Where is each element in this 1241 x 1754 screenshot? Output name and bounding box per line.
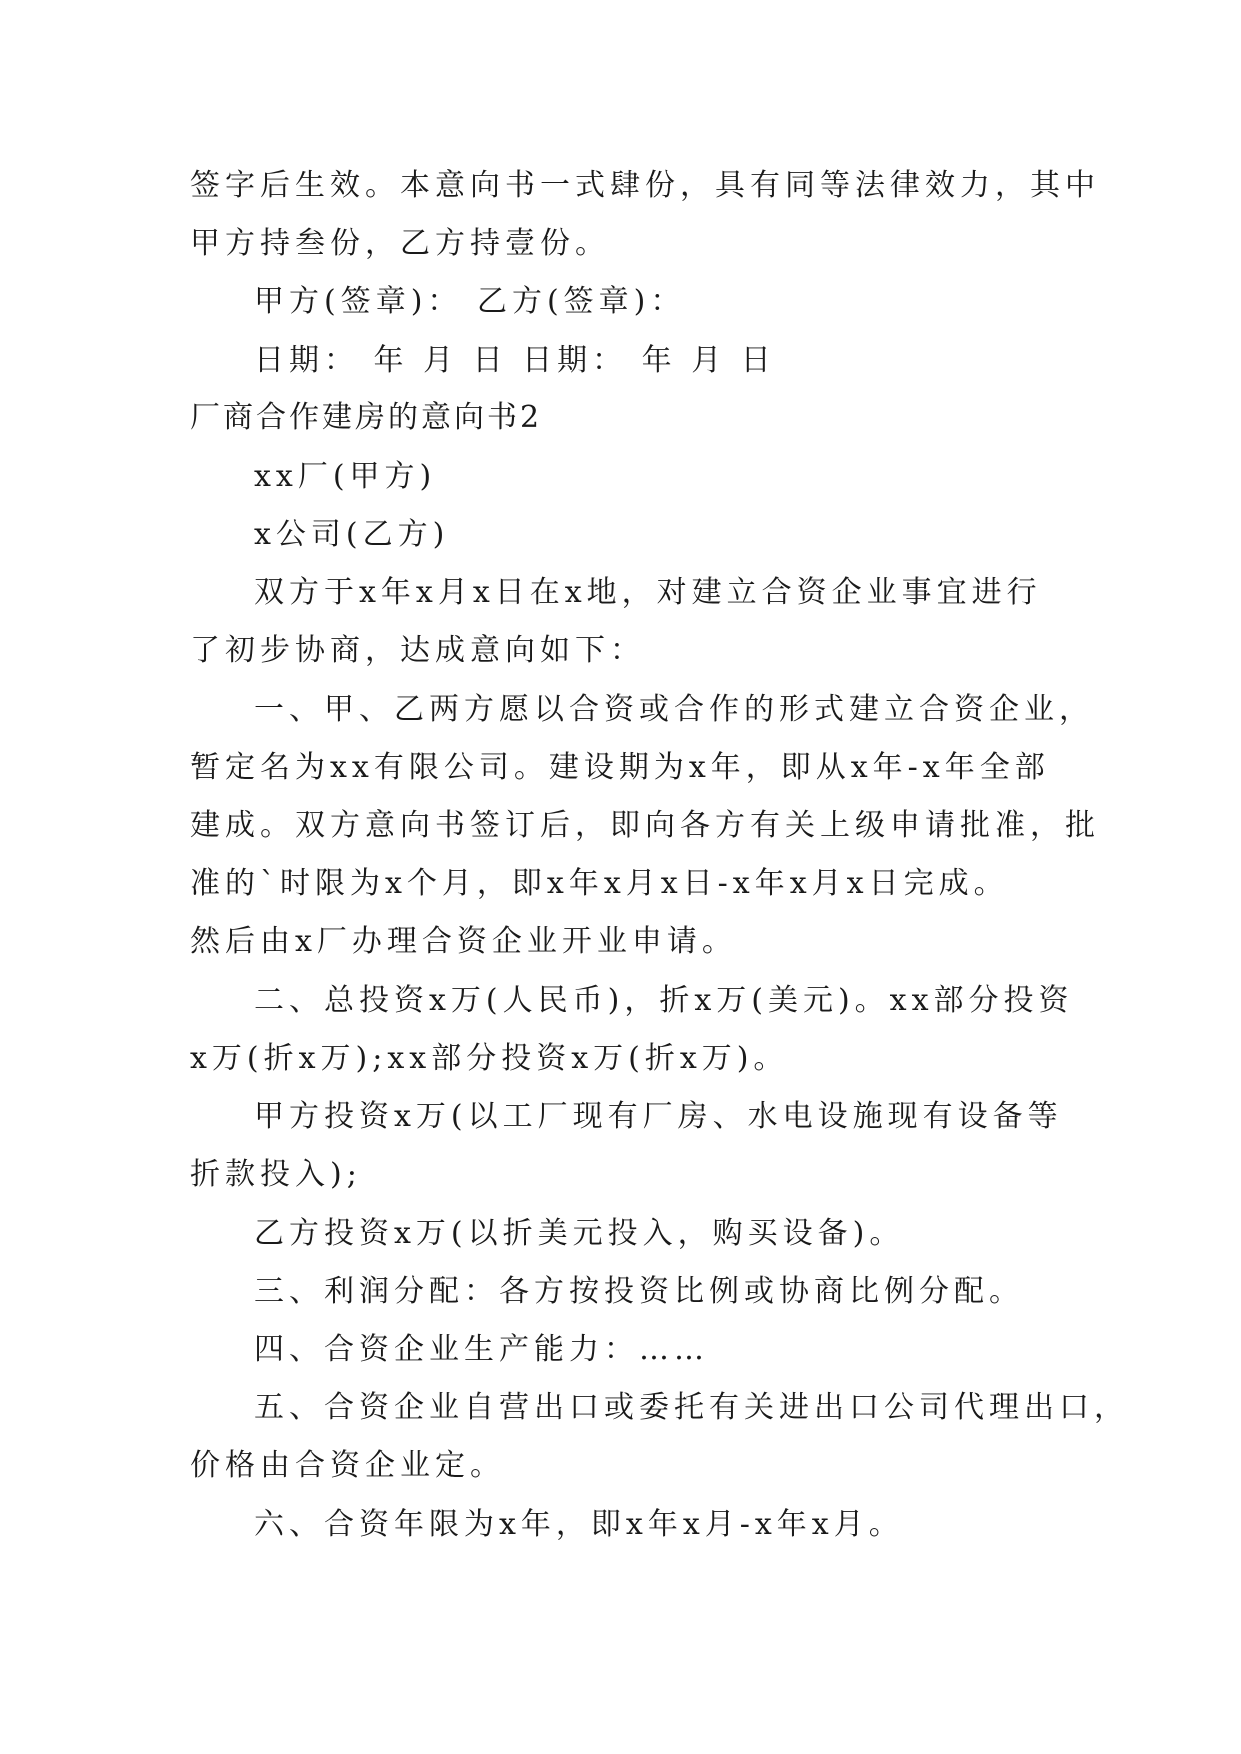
text-line-1: 签字后生效。本意向书一式肆份，具有同等法律效力，其中 <box>190 168 1100 203</box>
party-b-line: x公司(乙方) <box>254 517 450 552</box>
clause-1-line-4: 准的`时限为x个月，即x年x月x日-x年x月x日完成。 <box>190 866 1009 901</box>
text-line-2: 甲方持叁份，乙方持壹份。 <box>190 226 610 261</box>
party-a-investment-line-2: 折款投入); <box>190 1157 362 1192</box>
clause-3-line: 三、利润分配：各方按投资比例或协商比例分配。 <box>254 1274 1024 1309</box>
clause-5-line-1: 五、合资企业自营出口或委托有关进出口公司代理出口， <box>254 1390 1129 1425</box>
party-a-investment-line-1: 甲方投资x万(以工厂现有厂房、水电设施现有设备等 <box>254 1099 1063 1134</box>
clause-2-line-1: 二、总投资x万(人民币)，折x万(美元)。xx部分投资 <box>254 983 1074 1018</box>
clause-1-line-5: 然后由x厂办理合资企业开业申请。 <box>190 924 737 959</box>
party-a-line: xx厂(甲方) <box>254 459 437 494</box>
clause-4-line: 四、合资企业生产能力：…… <box>254 1332 709 1367</box>
date-line: 日期： 年 月 日 日期： 年 月 日 <box>254 343 776 378</box>
clause-1-line-1: 一、甲、乙两方愿以合资或合作的形式建立合资企业， <box>254 692 1094 727</box>
text-line-8: 双方于x年x月x日在x地，对建立合资企业事宜进行 <box>254 575 1042 610</box>
clause-2-line-2: x万(折x万);xx部分投资x万(折x万)。 <box>190 1041 789 1076</box>
clause-5-line-2: 价格由合资企业定。 <box>190 1448 505 1483</box>
clause-6-line: 六、合资年限为x年，即x年x月-x年x月。 <box>254 1507 904 1542</box>
clause-1-line-3: 建成。双方意向书签订后，即向各方有关上级申请批准，批 <box>190 808 1100 843</box>
signature-line: 甲方(签章)： 乙方(签章)： <box>254 284 686 319</box>
text-line-9: 了初步协商，达成意向如下： <box>190 633 645 668</box>
party-b-investment-line: 乙方投资x万(以折美元投入，购买设备)。 <box>254 1216 905 1251</box>
section-title: 厂商合作建房的意向书2 <box>190 400 543 435</box>
clause-1-line-2: 暂定名为xx有限公司。建设期为x年，即从x年-x年全部 <box>190 750 1050 785</box>
